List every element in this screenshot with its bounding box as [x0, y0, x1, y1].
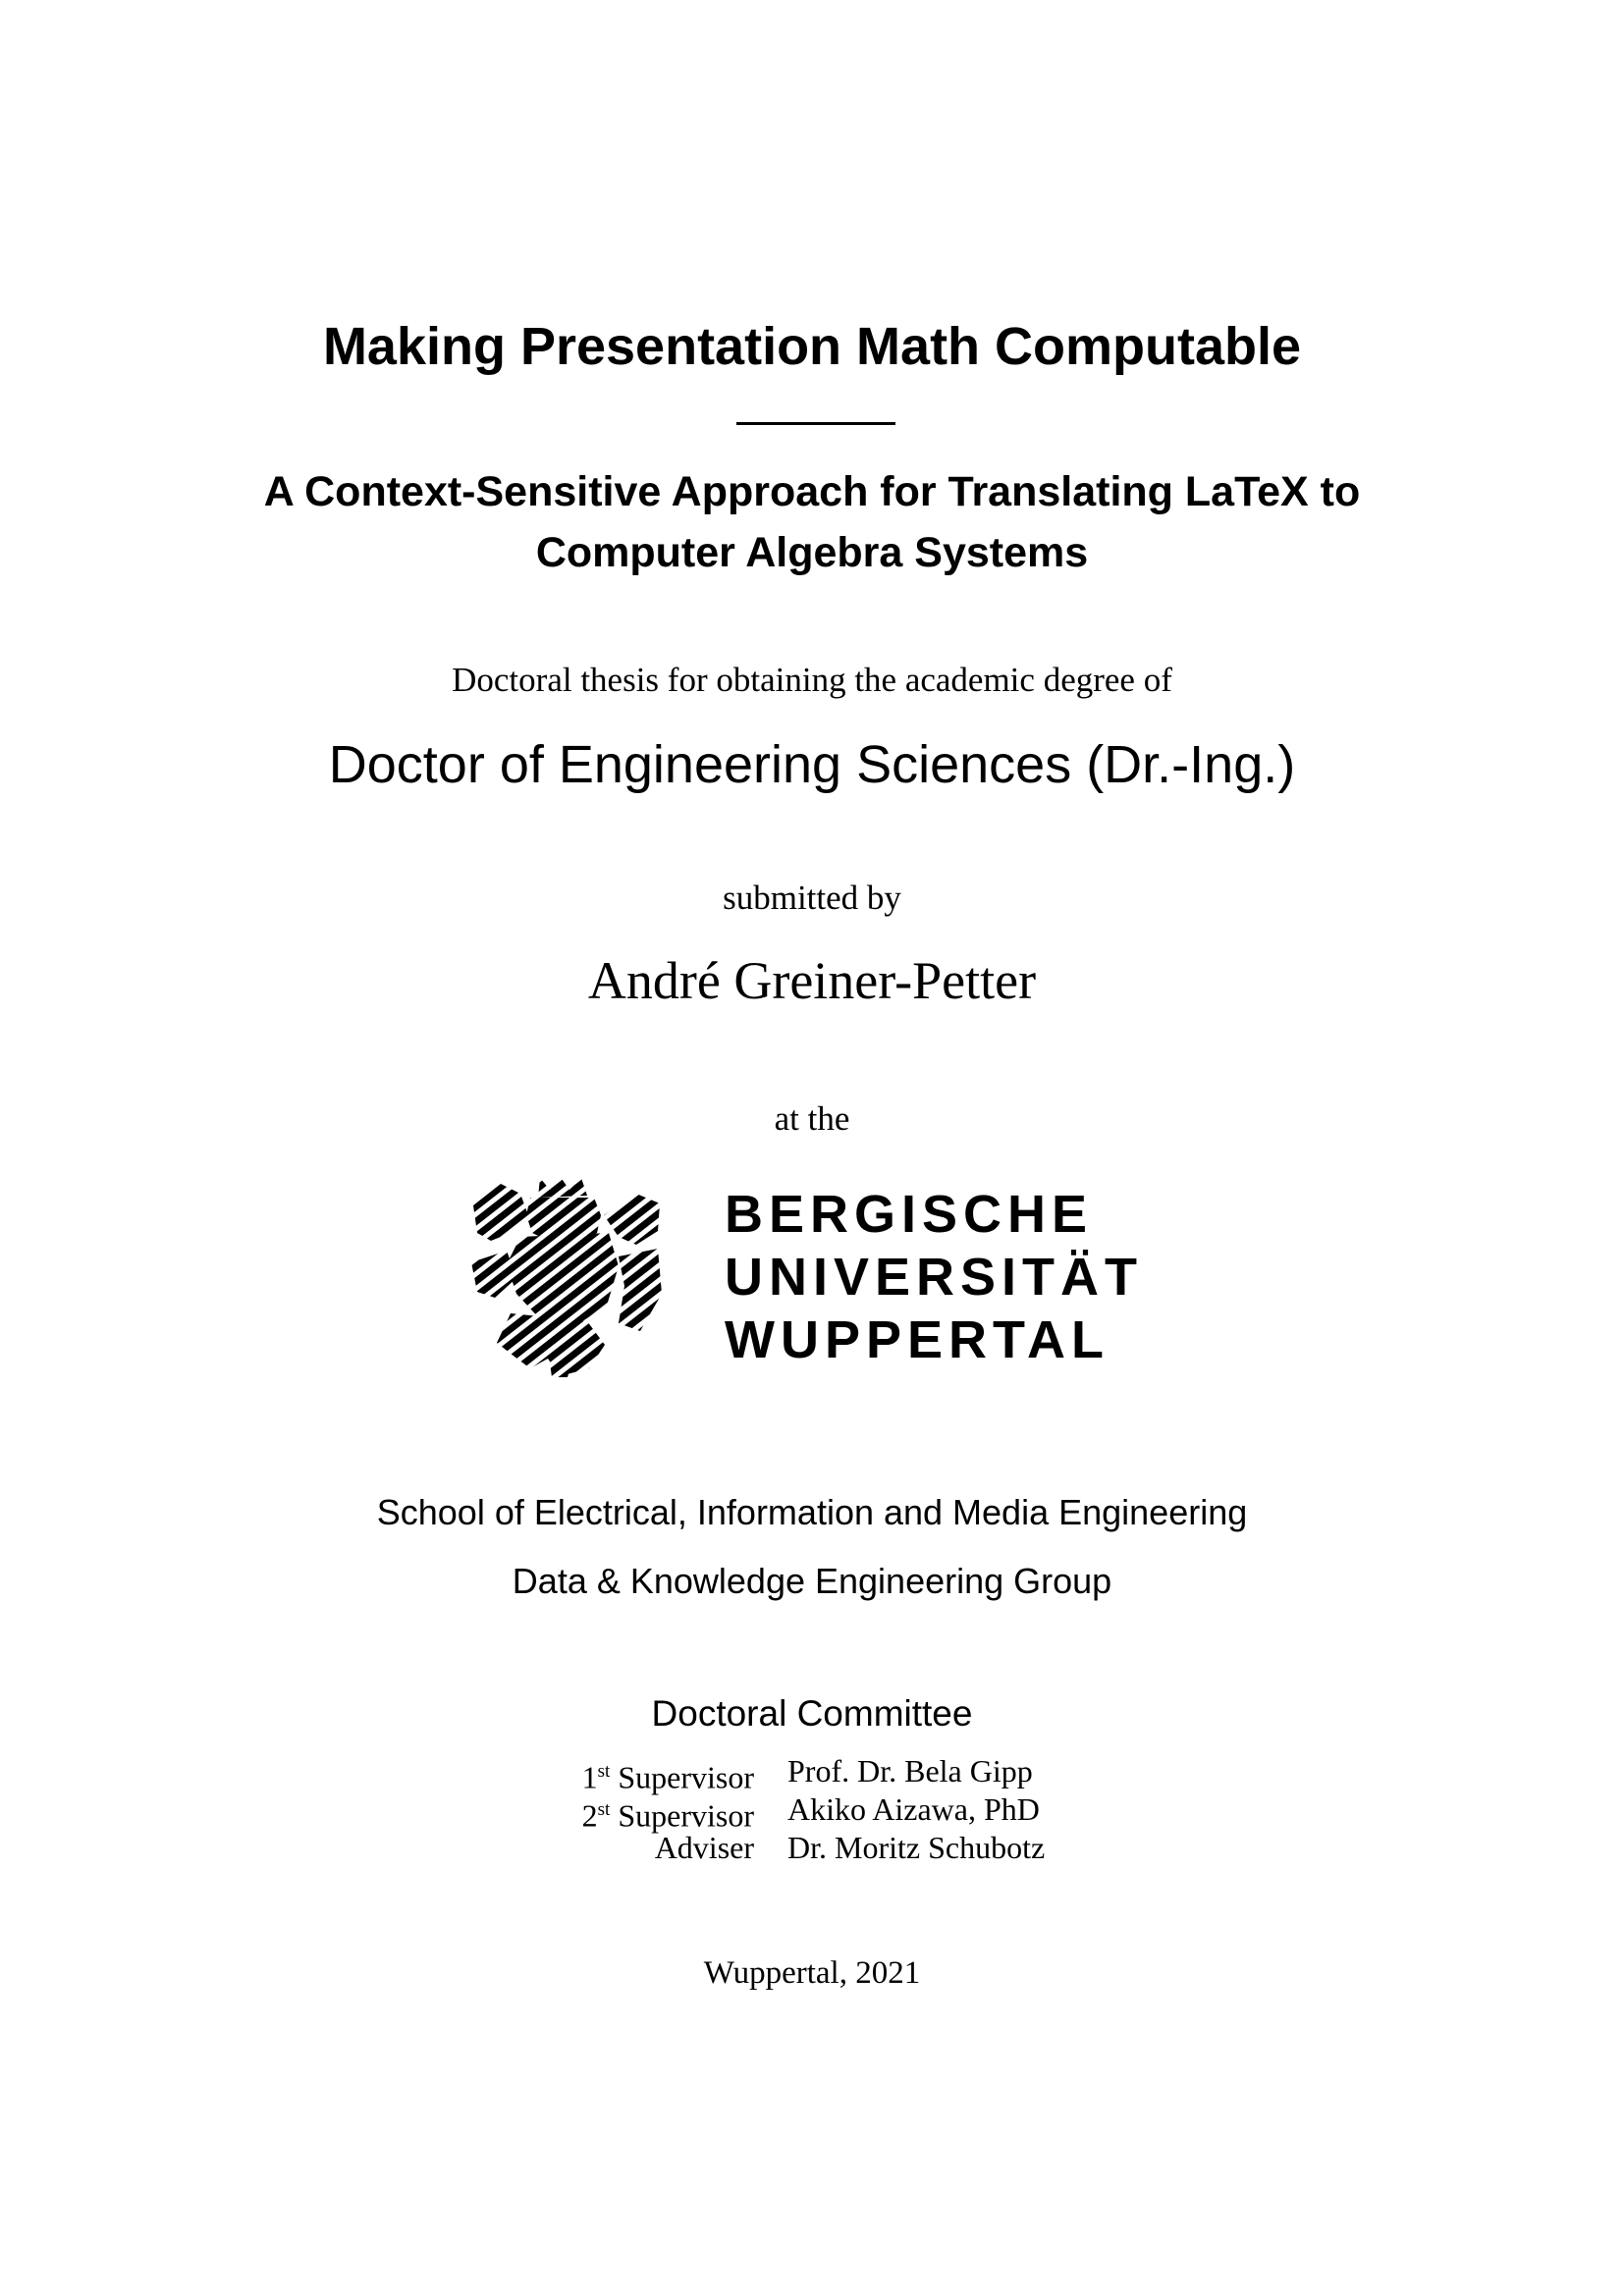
group-name: Data & Knowledge Engineering Group: [512, 1561, 1112, 1601]
member-name: Akiko Aizawa, PhD: [787, 1791, 1040, 1827]
degree-intro: Doctoral thesis for obtaining the academic degree of: [452, 661, 1172, 699]
university-name: [725, 1183, 1143, 1371]
title-divider: [736, 422, 895, 425]
committee-member-row: [0, 1829, 1624, 1867]
member-role: 1st Supervisor: [581, 1759, 754, 1795]
author-name: André Greiner-Petter: [587, 951, 1037, 1010]
university-name-line-1: BERGISCHE: [725, 1185, 1094, 1244]
committee-member-row: [0, 1752, 1624, 1795]
committee-heading: Doctoral Committee: [651, 1693, 973, 1734]
university-name-line-3: WUPPERTAL: [725, 1310, 1110, 1369]
subtitle-line-2: Computer Algebra Systems: [535, 529, 1089, 576]
committee-member-row: [0, 1790, 1624, 1834]
place-and-year: Wuppertal, 2021: [703, 1955, 921, 1991]
degree-name: Doctor of Engineering Sciences (Dr.-Ing.): [328, 735, 1296, 794]
thesis-subtitle: [0, 461, 1624, 583]
thesis-title: Making Presentation Math Computable: [322, 317, 1302, 376]
member-role: 2st Supervisor: [581, 1797, 754, 1834]
member-role: Adviser: [654, 1830, 754, 1865]
member-name: Dr. Moritz Schubotz: [787, 1830, 1046, 1865]
at-the-label: at the: [774, 1099, 850, 1138]
committee-members: [0, 1752, 1624, 1867]
heraldic-lion-icon: [471, 1176, 663, 1377]
university-name-line-2: UNIVERSITÄT: [725, 1248, 1144, 1307]
subtitle-line-1: A Context-Sensitive Approach for Translating LaTeX to: [263, 468, 1361, 515]
submitted-by-label: submitted by: [723, 879, 901, 917]
member-name: Prof. Dr. Bela Gipp: [787, 1753, 1033, 1789]
school-name: School of Electrical, Information and Media Engineering: [376, 1492, 1248, 1532]
